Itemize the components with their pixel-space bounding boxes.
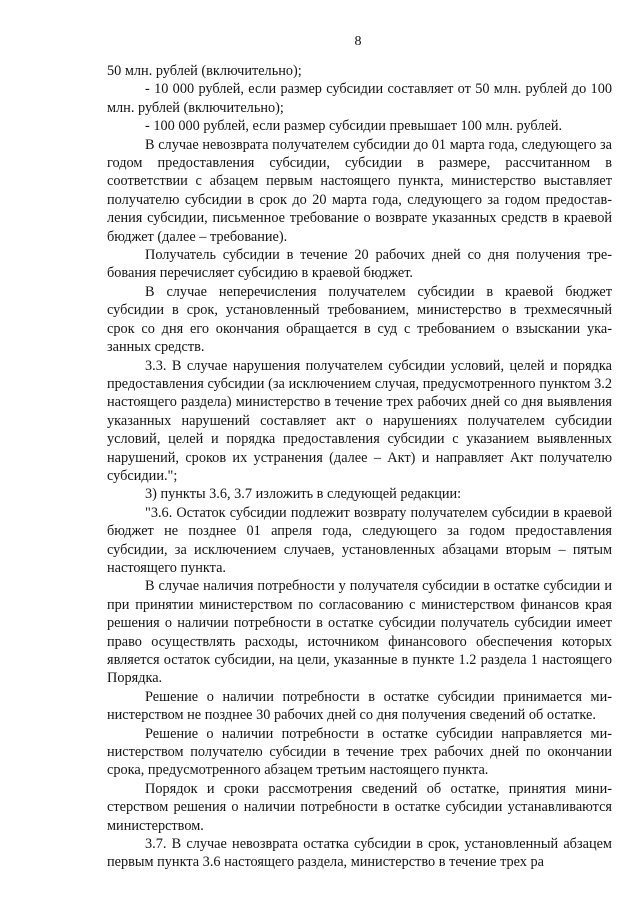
paragraph-3-7: 3.7. В случае невозврата остатка субсидии в срок, установленный абзацем первым пункта 3.6 настоящего раздела, министерство в течение трех ра: [107, 836, 612, 871]
paragraph-remainder-need: В случае наличия потребности у получателя субсидии в остатке субсидии и при принятии министерством по согласованию с министерством финансов края решения о наличии потребности в остатке субсидии получатель субсидии имеет право осуществлять расходы, источником финансового обеспечения которых является остаток субсидии, на цели, указанные в пункте 1.2 раздела 1 настоящего Порядка.: [107, 578, 612, 687]
paragraph-nonreturn-requirement: В случае невозврата получателем субсидии до 01 марта года, следующего за годом предоставления субсидии, субсидии в размере, рассчитанном в соответствии с абзацем первым настоящего пункта, министерство выставляет получателю субсидии в срок до 20 марта года, следующего за годом предоставления субсидии, письменное требование о возврате указанных средств в краевой бюджет (далее – требование).: [107, 136, 612, 245]
document-body: [107, 62, 612, 872]
paragraph-transfer-deadline: Получатель субсидии в течение 20 рабочих дней со дня получения требования перечисляет субсидию в краевой бюджет.: [107, 247, 612, 282]
paragraph-3-3: 3.3. В случае нарушения получателем субсидии условий, целей и порядка предоставления субсидии (за исключением случая, предусмотренного пунктом 3.2 настоящего раздела) министерство в течение трех рабочих дней со дня выявления указанных нарушений составляет акт о нарушениях получателем субсидии условий, целей и порядка предоставления субсидии с указанием выявленных нарушений, сроков их устранения (далее – Акт) и направляет Акт получателю субсидии.";: [107, 357, 612, 484]
paragraph-continuation: 50 млн. рублей (включительно);: [107, 63, 302, 79]
page-number: 8: [354, 34, 362, 49]
paragraph-decision-notice: Решение о наличии потребности в остатке субсидии направляется министерством получателю субсидии в течение трех рабочих дней по окончании срока, предусмотренного абзацем третьим настоящего пункта.: [107, 725, 612, 779]
paragraph-fine-10000: - 10 000 рублей, если размер субсидии составляет от 50 млн. рублей до 100 млн. рублей (включительно);: [107, 81, 612, 116]
paragraph-3-6: "3.6. Остаток субсидии подлежит возврату получателем субсидии в краевой бюджет не позднее 01 апреля года, следующего за годом предоставления субсидии, за исключением случаев, установленных абзацами вторым – пятым настоящего пункта.: [107, 504, 612, 576]
paragraph-court-claim: В случае неперечисления получателем субсидии в краевой бюджет субсидии в срок, установленный требованием, министерство в трехмесячный срок со дня его окончания обращается в суд с требованием о взыскании указанных средств.: [107, 283, 612, 356]
paragraph-procedure: Порядок и сроки рассмотрения сведений об остатке, принятия министерством решения о наличии потребности в остатке субсидии устанавливаются министерством.: [107, 780, 612, 834]
paragraph-amendment-3: 3) пункты 3.6, 3.7 изложить в следующей редакции:: [145, 486, 462, 503]
paragraph-decision-deadline: Решение о наличии потребности в остатке субсидии принимается министерством не позднее 30 рабочих дней со дня получения сведений об остатке.: [107, 688, 612, 724]
paragraph-fine-100000: - 100 000 рублей, если размер субсидии превышает 100 млн. рублей.: [145, 118, 563, 135]
